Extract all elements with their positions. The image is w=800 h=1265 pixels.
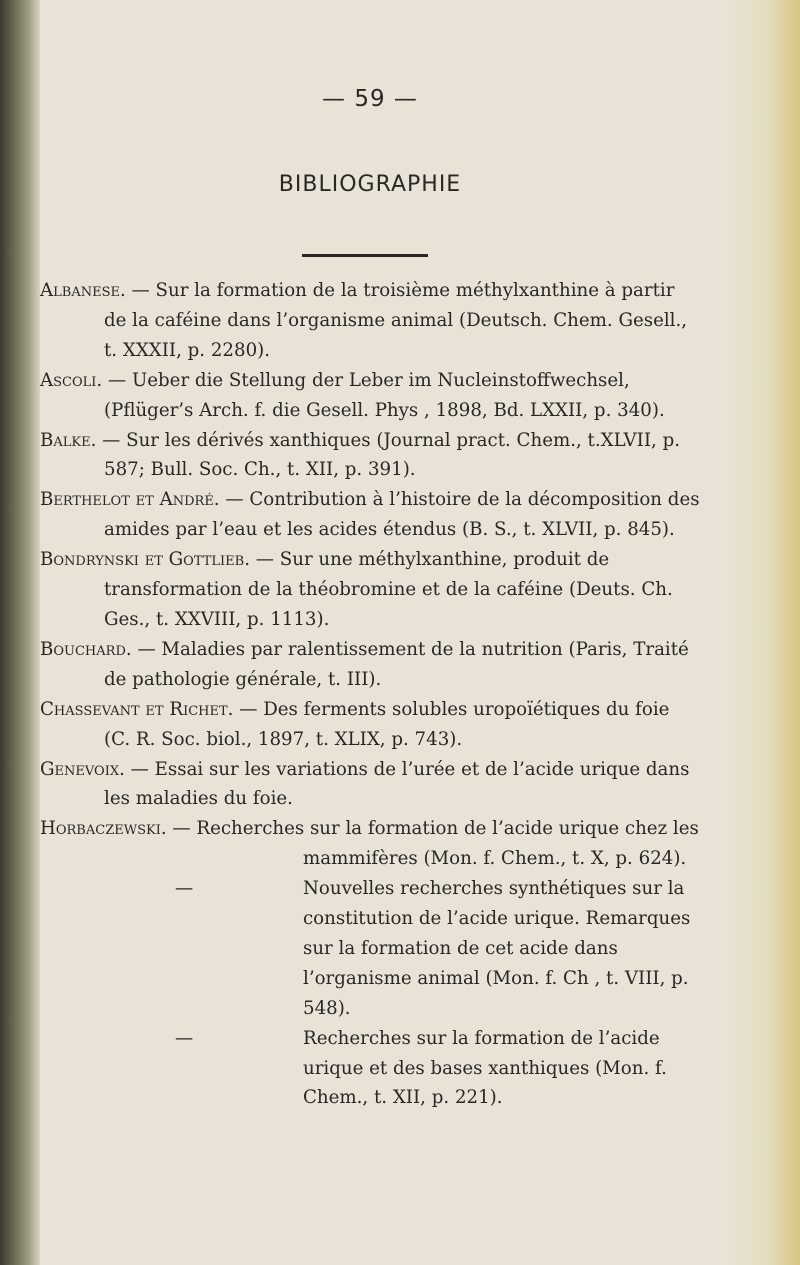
ditto-dash: — [175,1027,194,1049]
bib-text: — Sur la formation de la troisième méthylxanthine à partir de la caféine dans l’organisme animal (Deutsch. Chem. Gesell., t. XXXII, p. 2280). [104,280,688,361]
bib-author: Horbaczewski. [40,818,167,840]
title-divider [302,254,428,257]
document-page [40,0,730,1265]
bib-text: — Sur les dérivés xanthiques (Journal pract. Chem., t.XLVII, p. 587; Bull. Soc. Ch., t. XII, p. 391). [96,429,680,481]
bib-entry-horbaczewski [40,814,700,874]
bib-entry-bondrynski [40,545,700,635]
bib-entry-berthelot [40,485,700,545]
bib-author: Balke. [40,429,97,451]
bib-entry-horbaczewski-continuation [175,874,700,1024]
bib-author: Genevoix. [40,758,125,780]
bib-author: Bondrynski et Gottlieb. [40,549,251,571]
bib-text: — Contribution à l’histoire de la décomposition des amides par l’eau et les acides étendus (B. S., t. XLVII, p. 845). [104,489,700,541]
bib-entry-balke [40,426,700,486]
bib-author: Albanese. [40,280,126,301]
bib-text: — Sur une méthylxanthine, produit de transformation de la théobromine et de la caféine (Deuts. Ch. Ges., t. XXVIII, p. 1113). [104,549,673,630]
ditto-dash: — [175,878,194,900]
bib-entry-chassevant [40,695,700,755]
bib-entry-albanese [40,276,700,366]
bib-entry-bouchard [40,635,700,695]
page-number: — 59 — [322,86,418,112]
page-title: BIBLIOGRAPHIE [278,172,462,197]
bib-entry-horbaczewski-continuation [175,1024,700,1114]
bib-author: Bouchard. [40,638,132,660]
bibliography-list [40,276,700,1113]
bib-text: Nouvelles recherches synthétiques sur la constitution de l’acide urique. Remarques sur la formation de cet acide dans l’organisme animal (Mon. f. Ch , t. VIII, p. 548). [303,878,691,1019]
bib-text: Recherches sur la formation de l’acide urique et des bases xanthiques (Mon. f. Chem., t. XII, p. 221). [303,1027,667,1109]
bib-text: — Ueber die Stellung der Leber im Nucleinstoffwechsel, (Pflüger’s Arch. f. die Gesell. Phys , 1898, Bd. LXXII, p. 340). [102,369,665,421]
bib-entry-ascoli [40,366,700,426]
bib-author: Ascoli. [40,369,103,391]
bib-author: Berthelot et André. [40,489,220,511]
page-edge-discoloration [730,0,800,1265]
bib-author: Chassevant et Richet. [40,698,234,720]
bib-text: — Recherches sur la formation de l’acide urique chez les mammifères (Mon. f. Chem., t. X, p. 624). [166,818,699,870]
bib-entry-genevoix [40,755,700,815]
bib-text: — Maladies par ralentissement de la nutrition (Paris, Traité de pathologie générale, t. III). [104,638,689,690]
bib-text: — Essai sur les variations de l’urée et de l’acide urique dans les maladies du foie. [104,758,690,810]
bib-text: — Des ferments solubles uropoïétiques du foie (C. R. Soc. biol., 1897, t. XLIX, p. 743). [104,698,670,750]
book-binding-edge [0,0,40,1265]
